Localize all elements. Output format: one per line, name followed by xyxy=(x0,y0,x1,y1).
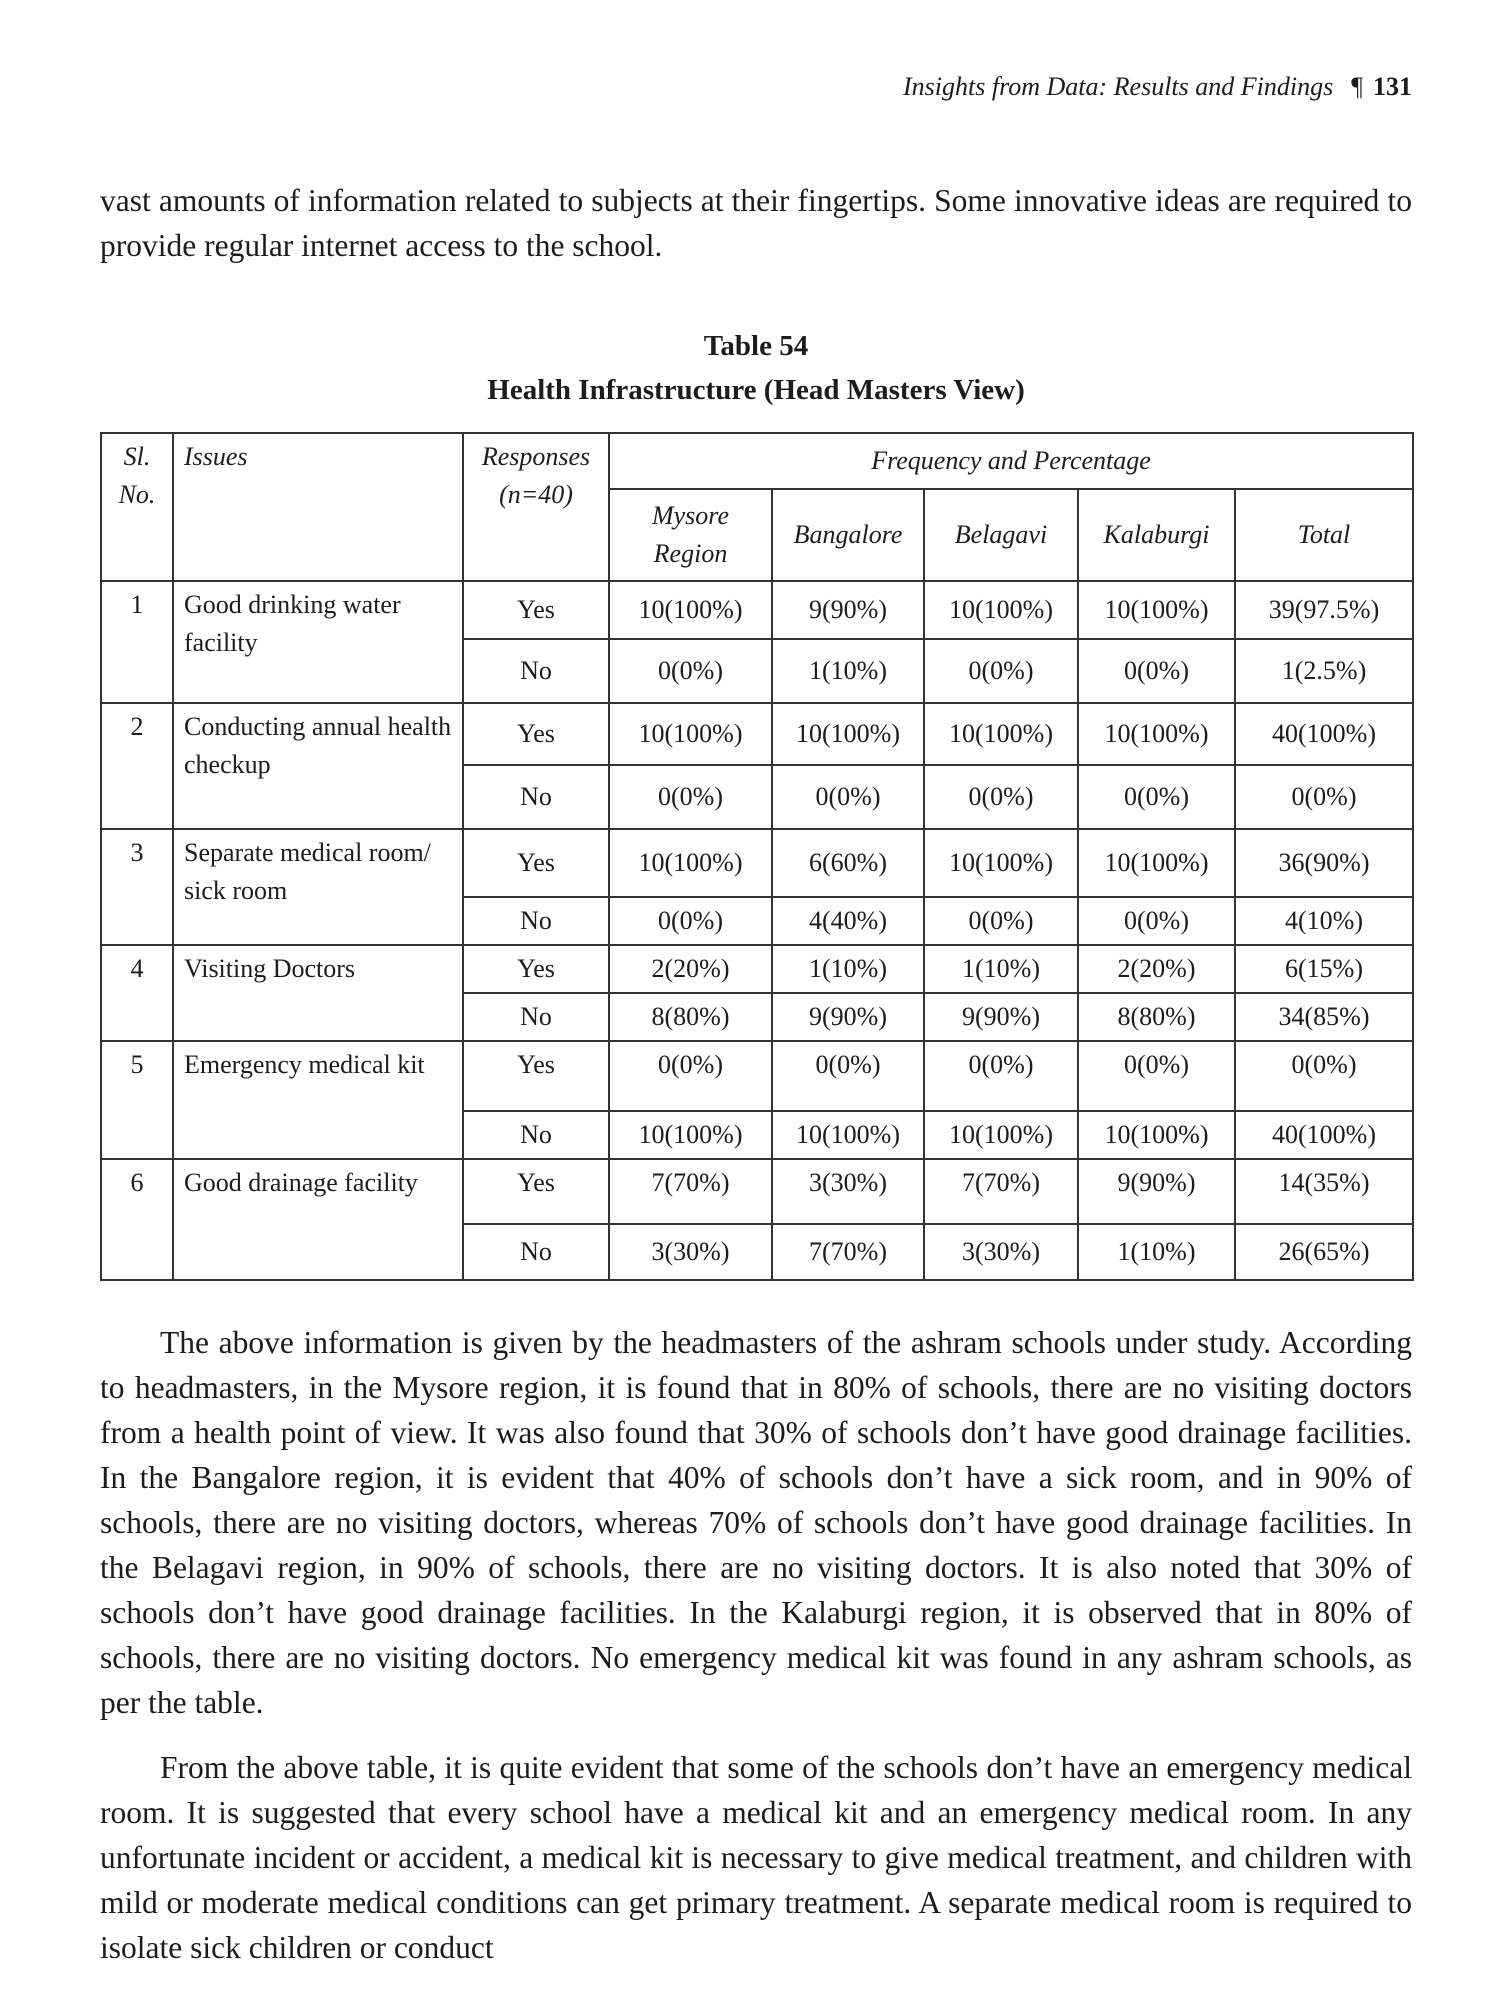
value-cell: 0(0%) xyxy=(1078,765,1235,829)
pilcrow-mark: ¶ xyxy=(1351,72,1363,101)
page-number: 131 xyxy=(1373,72,1412,101)
value-cell: 0(0%) xyxy=(1078,1041,1235,1111)
value-cell: 2(20%) xyxy=(609,945,772,993)
value-cell: 1(10%) xyxy=(772,639,924,703)
header-frequency-percentage: Frequency and Percentage xyxy=(609,433,1413,489)
header-responses: Responses (n=40) xyxy=(463,433,609,581)
value-cell: 8(80%) xyxy=(1078,993,1235,1041)
value-cell: 0(0%) xyxy=(924,897,1078,945)
value-cell: 10(100%) xyxy=(924,1111,1078,1159)
table-row xyxy=(101,1159,1413,1224)
value-cell: 39(97.5%) xyxy=(1235,581,1413,639)
value-cell: 6(15%) xyxy=(1235,945,1413,993)
header-region-mysore: Mysore Region xyxy=(609,489,772,581)
header-sl-no: Sl. No. xyxy=(101,433,173,581)
table-label: Table 54 xyxy=(703,330,809,362)
value-cell: 26(65%) xyxy=(1235,1224,1413,1280)
value-cell: 1(10%) xyxy=(924,945,1078,993)
value-cell: 10(100%) xyxy=(772,703,924,765)
response-cell: No xyxy=(463,993,609,1041)
value-cell: 1(10%) xyxy=(772,945,924,993)
value-cell: 0(0%) xyxy=(609,765,772,829)
response-cell: No xyxy=(463,897,609,945)
value-cell: 9(90%) xyxy=(1078,1159,1235,1224)
issue-cell: Conducting annual health checkup xyxy=(173,703,463,829)
value-cell: 3(30%) xyxy=(609,1224,772,1280)
response-cell: No xyxy=(463,639,609,703)
issue-cell: Good drinking water facility xyxy=(173,581,463,703)
value-cell: 3(30%) xyxy=(772,1159,924,1224)
value-cell: 0(0%) xyxy=(609,1041,772,1111)
intro-paragraph: vast amounts of information related to subjects at their fingertips. Some innovative ideas are required to provide regular internet access to the school. xyxy=(100,183,1412,263)
value-cell: 10(100%) xyxy=(1078,829,1235,897)
table-row xyxy=(101,945,1413,993)
body-paragraph-2: From the above table, it is quite evident that some of the schools don’t have an emergency medical room. It is suggested that every school have a medical kit and an emergency medical room. In any unfortunate incident or accident, a medical kit is necessary to give medical treatment, and children with mild or moderate medical conditions can get primary treatment. A separate medical room is required to isolate sick children or conduct xyxy=(100,1750,1412,1965)
sl-no-cell: 5 xyxy=(101,1041,173,1159)
value-cell: 0(0%) xyxy=(772,765,924,829)
value-cell: 0(0%) xyxy=(609,639,772,703)
value-cell: 4(10%) xyxy=(1235,897,1413,945)
value-cell: 10(100%) xyxy=(924,581,1078,639)
response-cell: No xyxy=(463,1111,609,1159)
health-infrastructure-table xyxy=(100,432,1414,1281)
value-cell: 0(0%) xyxy=(924,639,1078,703)
response-cell: Yes xyxy=(463,1159,609,1224)
sl-no-cell: 6 xyxy=(101,1159,173,1280)
value-cell: 10(100%) xyxy=(1078,581,1235,639)
header-region-kalaburgi: Kalaburgi xyxy=(1078,489,1235,581)
value-cell: 10(100%) xyxy=(609,703,772,765)
running-head xyxy=(903,72,1412,102)
value-cell: 10(100%) xyxy=(609,1111,772,1159)
value-cell: 0(0%) xyxy=(1078,897,1235,945)
value-cell: 7(70%) xyxy=(609,1159,772,1224)
value-cell: 0(0%) xyxy=(772,1041,924,1111)
response-cell: Yes xyxy=(463,703,609,765)
response-cell: No xyxy=(463,765,609,829)
value-cell: 10(100%) xyxy=(924,703,1078,765)
value-cell: 10(100%) xyxy=(1078,703,1235,765)
value-cell: 36(90%) xyxy=(1235,829,1413,897)
value-cell: 0(0%) xyxy=(924,1041,1078,1111)
response-cell: Yes xyxy=(463,829,609,897)
sl-no-cell: 1 xyxy=(101,581,173,703)
header-issues: Issues xyxy=(173,433,463,581)
value-cell: 0(0%) xyxy=(924,765,1078,829)
issue-cell: Visiting Doctors xyxy=(173,945,463,1041)
value-cell: 1(10%) xyxy=(1078,1224,1235,1280)
value-cell: 10(100%) xyxy=(1078,1111,1235,1159)
header-region-belagavi: Belagavi xyxy=(924,489,1078,581)
body-paragraph-1: The above information is given by the headmasters of the ashram schools under study. According to headmasters, in the Mysore region, it is found that in 80% of schools, there are no visiting doctors from a health point of view. It was also found that 30% of schools don’t have good drainage facilities. In the Bangalore region, it is evident that 40% of schools don’t have a sick room, and in 90% of schools, there are no visiting doctors, whereas 70% of schools don’t have good drainage facilities. In the Belagavi region, in 90% of schools, there are no visiting doctors. It is also noted that 30% of schools don’t have good drainage facilities. In the Kalaburgi region, it is observed that in 80% of schools, there are no visiting doctors. No emergency medical kit was found in any ashram schools, as per the table. xyxy=(100,1325,1412,1720)
header-region-bangalore: Bangalore xyxy=(772,489,924,581)
table-row xyxy=(101,703,1413,765)
sl-no-cell: 2 xyxy=(101,703,173,829)
response-cell: Yes xyxy=(463,581,609,639)
value-cell: 9(90%) xyxy=(772,581,924,639)
value-cell: 0(0%) xyxy=(1235,765,1413,829)
value-cell: 10(100%) xyxy=(924,829,1078,897)
issue-cell: Good drainage facility xyxy=(173,1159,463,1280)
sl-no-cell: 4 xyxy=(101,945,173,1041)
value-cell: 0(0%) xyxy=(1078,639,1235,703)
value-cell: 0(0%) xyxy=(609,897,772,945)
response-cell: Yes xyxy=(463,945,609,993)
value-cell: 1(2.5%) xyxy=(1235,639,1413,703)
value-cell: 8(80%) xyxy=(609,993,772,1041)
value-cell: 10(100%) xyxy=(609,581,772,639)
response-cell: Yes xyxy=(463,1041,609,1111)
value-cell: 40(100%) xyxy=(1235,1111,1413,1159)
value-cell: 3(30%) xyxy=(924,1224,1078,1280)
value-cell: 10(100%) xyxy=(772,1111,924,1159)
value-cell: 10(100%) xyxy=(609,829,772,897)
table-title: Health Infrastructure (Head Masters View) xyxy=(487,374,1025,406)
table-row xyxy=(101,829,1413,897)
value-cell: 34(85%) xyxy=(1235,993,1413,1041)
value-cell: 14(35%) xyxy=(1235,1159,1413,1224)
table-row xyxy=(101,1041,1413,1111)
running-head-title: Insights from Data: Results and Findings xyxy=(903,72,1334,101)
value-cell: 7(70%) xyxy=(772,1224,924,1280)
value-cell: 0(0%) xyxy=(1235,1041,1413,1111)
issue-cell: Separate medical room/ sick room xyxy=(173,829,463,945)
sl-no-cell: 3 xyxy=(101,829,173,945)
issue-cell: Emergency medical kit xyxy=(173,1041,463,1159)
value-cell: 7(70%) xyxy=(924,1159,1078,1224)
table-row xyxy=(101,581,1413,639)
value-cell: 2(20%) xyxy=(1078,945,1235,993)
value-cell: 6(60%) xyxy=(772,829,924,897)
response-cell: No xyxy=(463,1224,609,1280)
value-cell: 9(90%) xyxy=(772,993,924,1041)
value-cell: 4(40%) xyxy=(772,897,924,945)
header-total: Total xyxy=(1235,489,1413,581)
value-cell: 9(90%) xyxy=(924,993,1078,1041)
value-cell: 40(100%) xyxy=(1235,703,1413,765)
